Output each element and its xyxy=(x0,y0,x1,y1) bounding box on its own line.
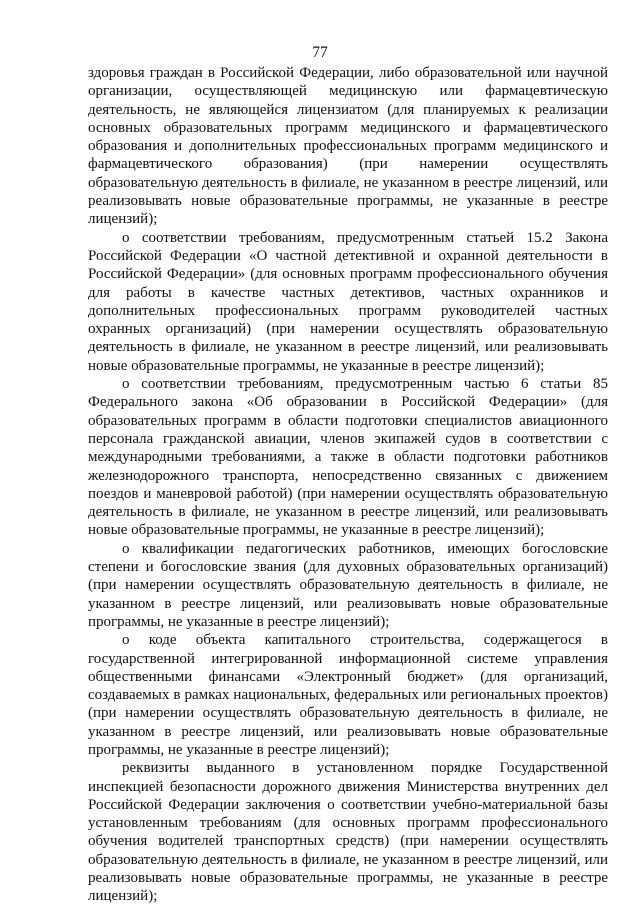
document-body xyxy=(88,64,608,906)
paragraph-capital-construction: о коде объекта капитального строительства, содержащегося в государственной интегрированной информационной системе управления общественными финансами «Электронный бюджет» (для организаций, создаваемых в рамках национальных, федеральных или региональных проектов) (при намерении осуществлять образовательную деятельность в филиале, не указанном в реестре лицензий, или реализовывать новые образовательные программы, не указанные в реестре лицензий); xyxy=(88,632,608,758)
paragraph-theological: о квалификации педагогических работников, имеющих богословские степени и богословские звания (для духовных образовательных организаций) (при намерении осуществлять образовательную деятельность в филиале, не указанном в реестре лицензий, или реализовывать новые образовательные программы, не указанные в реестре лицензий); xyxy=(88,540,608,630)
paragraph-detective-security: о соответствии требованиям, предусмотренным статьей 15.2 Закона Российской Федерации «О частной детективной и охранной деятельности в Российской Федерации» (для основных программ профессионального обучения для работы в качестве частных детективов, частных охранников и дополнительных профессиональных программ руководителей частных охранных организаций) (при намерении осуществлять образовательную деятельность в филиале, не указанном в реестре лицензий, или реализовывать новые образовательные программы, не указанные в реестре лицензий); xyxy=(88,229,608,374)
paragraph-traffic-inspection: реквизиты выданного в установленном порядке Государственной инспекцией безопасности дорожного движения Министерства внутренних дел Российской Федерации заключения о соответствии учебно-материальной базы установленным требованиям (для основных программ профессионального обучения водителей транспортных средств) (при намерении осуществлять образовательную деятельность в филиале, не указанном в реестре лицензий, или реализовывать новые образовательные программы, не указанные в реестре лицензий); xyxy=(88,760,608,905)
paragraph-aviation-railway: о соответствии требованиям, предусмотренным частью 6 статьи 85 Федерального закона «Об образовании в Российской Федерации» (для образовательных программ в области подготовки специалистов авиационного персонала гражданской авиации, членов экипажей судов в соответствии с международными требованиями, а также в области подготовки работников железнодорожного транспорта, непосредственно связанных с движением поездов и маневровой работой) (при намерении осуществлять образовательную деятельность в филиале, не указанном в реестре лицензий, или реализовывать новые образовательные программы, не указанные в реестре лицензий); xyxy=(88,376,608,539)
page-number: 77 xyxy=(312,44,328,61)
paragraph-continuation: здоровья граждан в Российской Федерации, либо образовательной или научной организации, осуществляющей медицинскую или фармацевтическую деятельность, не являющейся лицензиатом (для планируемых к реализации основных образовательных программ медицинского и фармацевтического образования и дополнительных профессиональных программ медицинского и фармацевтического образования) (при намерении осуществлять образовательную деятельность в филиале, не указанном в реестре лицензий, или реализовывать новые образовательные программы, не указанные в реестре лицензий); xyxy=(88,65,608,228)
